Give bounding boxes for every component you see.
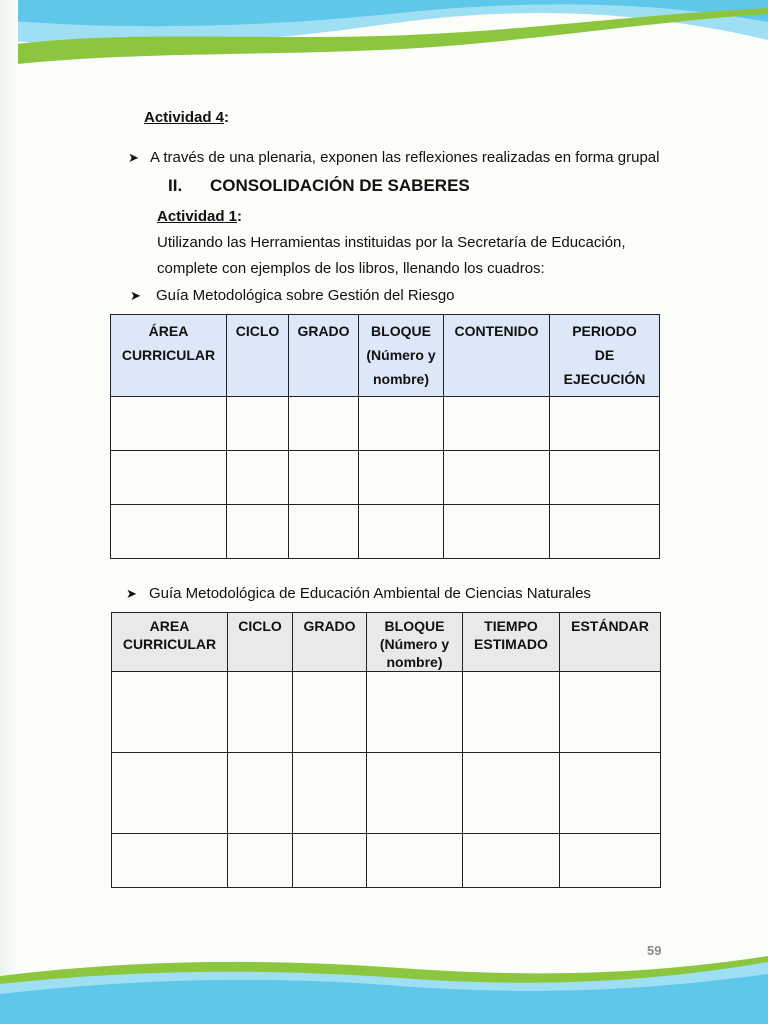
empty-cell[interactable] bbox=[560, 753, 661, 834]
empty-cell[interactable] bbox=[444, 505, 550, 559]
arrow-bullet-icon: ➤ bbox=[128, 150, 139, 165]
instruction-line-1: Utilizando las Herramientas instituidas por la Secretaría de Educación, bbox=[157, 234, 626, 251]
header-grado: GRADO bbox=[289, 315, 359, 397]
empty-cell[interactable] bbox=[111, 451, 227, 505]
table-row bbox=[112, 672, 661, 753]
empty-cell[interactable] bbox=[463, 672, 560, 753]
empty-cell[interactable] bbox=[228, 834, 293, 888]
header-grado: GRADO bbox=[293, 613, 367, 672]
empty-cell[interactable] bbox=[550, 505, 660, 559]
empty-cell[interactable] bbox=[112, 753, 228, 834]
empty-cell[interactable] bbox=[293, 834, 367, 888]
page-number: 59 bbox=[647, 943, 662, 958]
section-title: CONSOLIDACIÓN DE SABERES bbox=[210, 176, 470, 195]
bottom-wave-decoration bbox=[0, 954, 768, 1024]
actividad-4-heading: Actividad 4: bbox=[144, 109, 230, 126]
empty-cell[interactable] bbox=[289, 451, 359, 505]
table-row bbox=[111, 505, 660, 559]
left-margin-shade bbox=[0, 0, 18, 1024]
actividad-1-heading: Actividad 1: bbox=[157, 208, 243, 225]
header-area-curricular: AREA CURRICULAR bbox=[112, 613, 228, 672]
header-area-curricular: ÁREA CURRICULAR bbox=[111, 315, 227, 397]
section-numeral: II. bbox=[168, 176, 183, 195]
table-row bbox=[111, 451, 660, 505]
empty-cell[interactable] bbox=[359, 397, 444, 451]
empty-cell[interactable] bbox=[289, 397, 359, 451]
empty-cell[interactable] bbox=[359, 505, 444, 559]
empty-cell[interactable] bbox=[463, 834, 560, 888]
educacion-ambiental-table bbox=[111, 612, 661, 888]
header-estandar: ESTÁNDAR bbox=[560, 613, 661, 672]
empty-cell[interactable] bbox=[560, 834, 661, 888]
guide2-title: Guía Metodológica de Educación Ambiental de Ciencias Naturales bbox=[149, 585, 591, 602]
plenaria-bullet-text: A través de una plenaria, exponen las reflexiones realizadas en forma grupal bbox=[150, 149, 660, 166]
empty-cell[interactable] bbox=[359, 451, 444, 505]
empty-cell[interactable] bbox=[112, 672, 228, 753]
empty-cell[interactable] bbox=[550, 397, 660, 451]
instruction-line-2: complete con ejemplos de los libros, llenando los cuadros: bbox=[157, 260, 545, 277]
empty-cell[interactable] bbox=[227, 505, 289, 559]
empty-cell[interactable] bbox=[550, 451, 660, 505]
empty-cell[interactable] bbox=[463, 753, 560, 834]
arrow-bullet-icon: ➤ bbox=[126, 586, 137, 601]
guide1-title: Guía Metodológica sobre Gestión del Riesgo bbox=[156, 287, 455, 304]
header-tiempo-estimado: TIEMPO ESTIMADO bbox=[463, 613, 560, 672]
top-wave-decoration bbox=[0, 0, 768, 80]
header-bloque: BLOQUE (Número y nombre) bbox=[359, 315, 444, 397]
gestion-riesgo-table bbox=[110, 314, 660, 559]
empty-cell[interactable] bbox=[289, 505, 359, 559]
empty-cell[interactable] bbox=[111, 505, 227, 559]
header-ciclo: CICLO bbox=[228, 613, 293, 672]
empty-cell[interactable] bbox=[367, 672, 463, 753]
empty-cell[interactable] bbox=[293, 672, 367, 753]
empty-cell[interactable] bbox=[367, 834, 463, 888]
empty-cell[interactable] bbox=[293, 753, 367, 834]
header-ciclo: CICLO bbox=[227, 315, 289, 397]
empty-cell[interactable] bbox=[112, 834, 228, 888]
arrow-bullet-icon: ➤ bbox=[130, 288, 141, 303]
empty-cell[interactable] bbox=[444, 451, 550, 505]
empty-cell[interactable] bbox=[228, 672, 293, 753]
empty-cell[interactable] bbox=[228, 753, 293, 834]
empty-cell[interactable] bbox=[444, 397, 550, 451]
empty-cell[interactable] bbox=[227, 451, 289, 505]
header-bloque: BLOQUE (Número y nombre) bbox=[367, 613, 463, 672]
header-periodo-ejecucion: PERIODO DE EJECUCIÓN bbox=[550, 315, 660, 397]
empty-cell[interactable] bbox=[367, 753, 463, 834]
table-row bbox=[111, 397, 660, 451]
table-row bbox=[112, 753, 661, 834]
empty-cell[interactable] bbox=[560, 672, 661, 753]
table-row bbox=[112, 834, 661, 888]
empty-cell[interactable] bbox=[227, 397, 289, 451]
header-contenido: CONTENIDO bbox=[444, 315, 550, 397]
empty-cell[interactable] bbox=[111, 397, 227, 451]
